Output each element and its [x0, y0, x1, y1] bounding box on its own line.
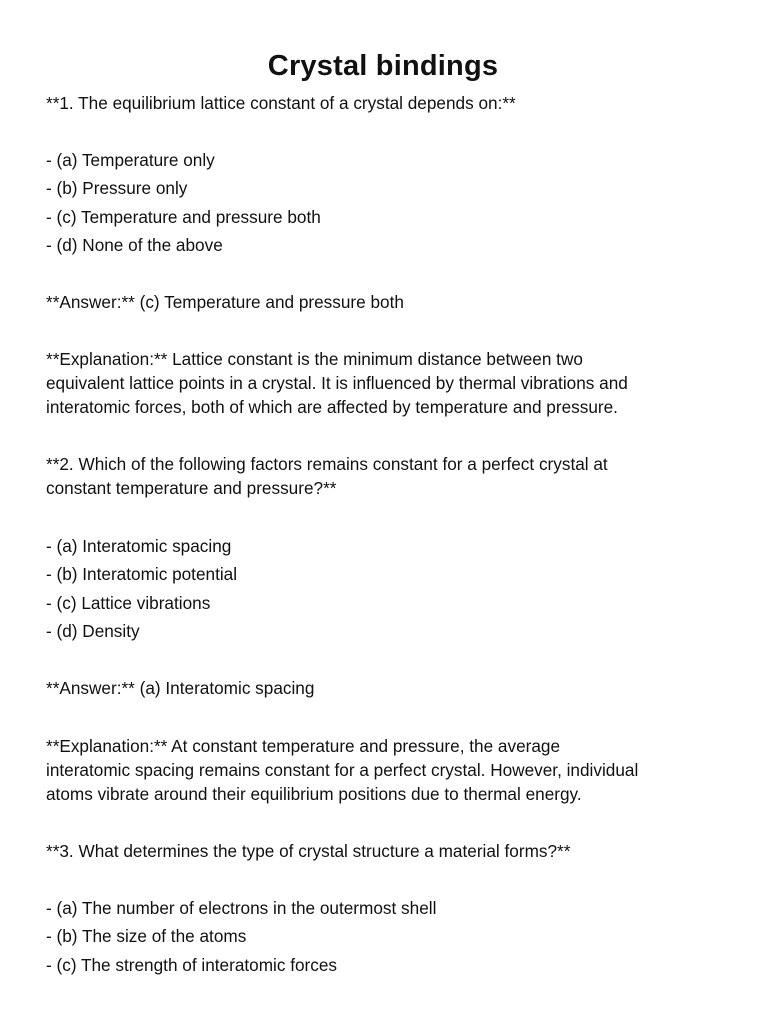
q3-option-b: - (b) The size of the atoms: [46, 926, 247, 946]
q2-explanation-line-1: **Explanation:** At constant temperature and pressure, the average: [46, 736, 561, 756]
q2-explanation-line-2: interatomic spacing remains constant for a perfect crystal. However, individual: [46, 760, 639, 780]
page-title: Crystal bindings: [267, 50, 499, 82]
q1-answer: **Answer:** (c) Temperature and pressure both: [46, 292, 404, 312]
q2-answer: **Answer:** (a) Interatomic spacing: [46, 678, 315, 698]
q3-option-c: - (c) The strength of interatomic forces: [46, 955, 338, 975]
q1-explanation-line-1: **Explanation:** Lattice constant is the minimum distance between two: [46, 349, 583, 369]
q2-option-b: - (b) Interatomic potential: [46, 564, 238, 584]
question-3-text: **3. What determines the type of crystal structure a material forms?**: [46, 841, 571, 861]
question-1-text: **1. The equilibrium lattice constant of a crystal depends on:**: [46, 93, 516, 113]
q2-option-d: - (d) Density: [46, 621, 140, 641]
q1-explanation-line-3: interatomic forces, both of which are affected by temperature and pressure.: [46, 397, 618, 417]
q1-option-d: - (d) None of the above: [46, 235, 223, 255]
question-2-text-line-2: constant temperature and pressure?**: [46, 478, 337, 498]
q2-explanation-line-3: atoms vibrate around their equilibrium positions due to thermal energy.: [46, 784, 582, 804]
q1-explanation-line-2: equivalent lattice points in a crystal. It is influenced by thermal vibrations and: [46, 373, 628, 393]
q2-option-c: - (c) Lattice vibrations: [46, 593, 211, 613]
q3-option-a: - (a) The number of electrons in the outermost shell: [46, 898, 437, 918]
q1-option-b: - (b) Pressure only: [46, 178, 188, 198]
q2-option-a: - (a) Interatomic spacing: [46, 536, 232, 556]
q1-option-a: - (a) Temperature only: [46, 150, 215, 170]
question-2-text-line-1: **2. Which of the following factors remains constant for a perfect crystal at: [46, 454, 608, 474]
q1-option-c: - (c) Temperature and pressure both: [46, 207, 321, 227]
